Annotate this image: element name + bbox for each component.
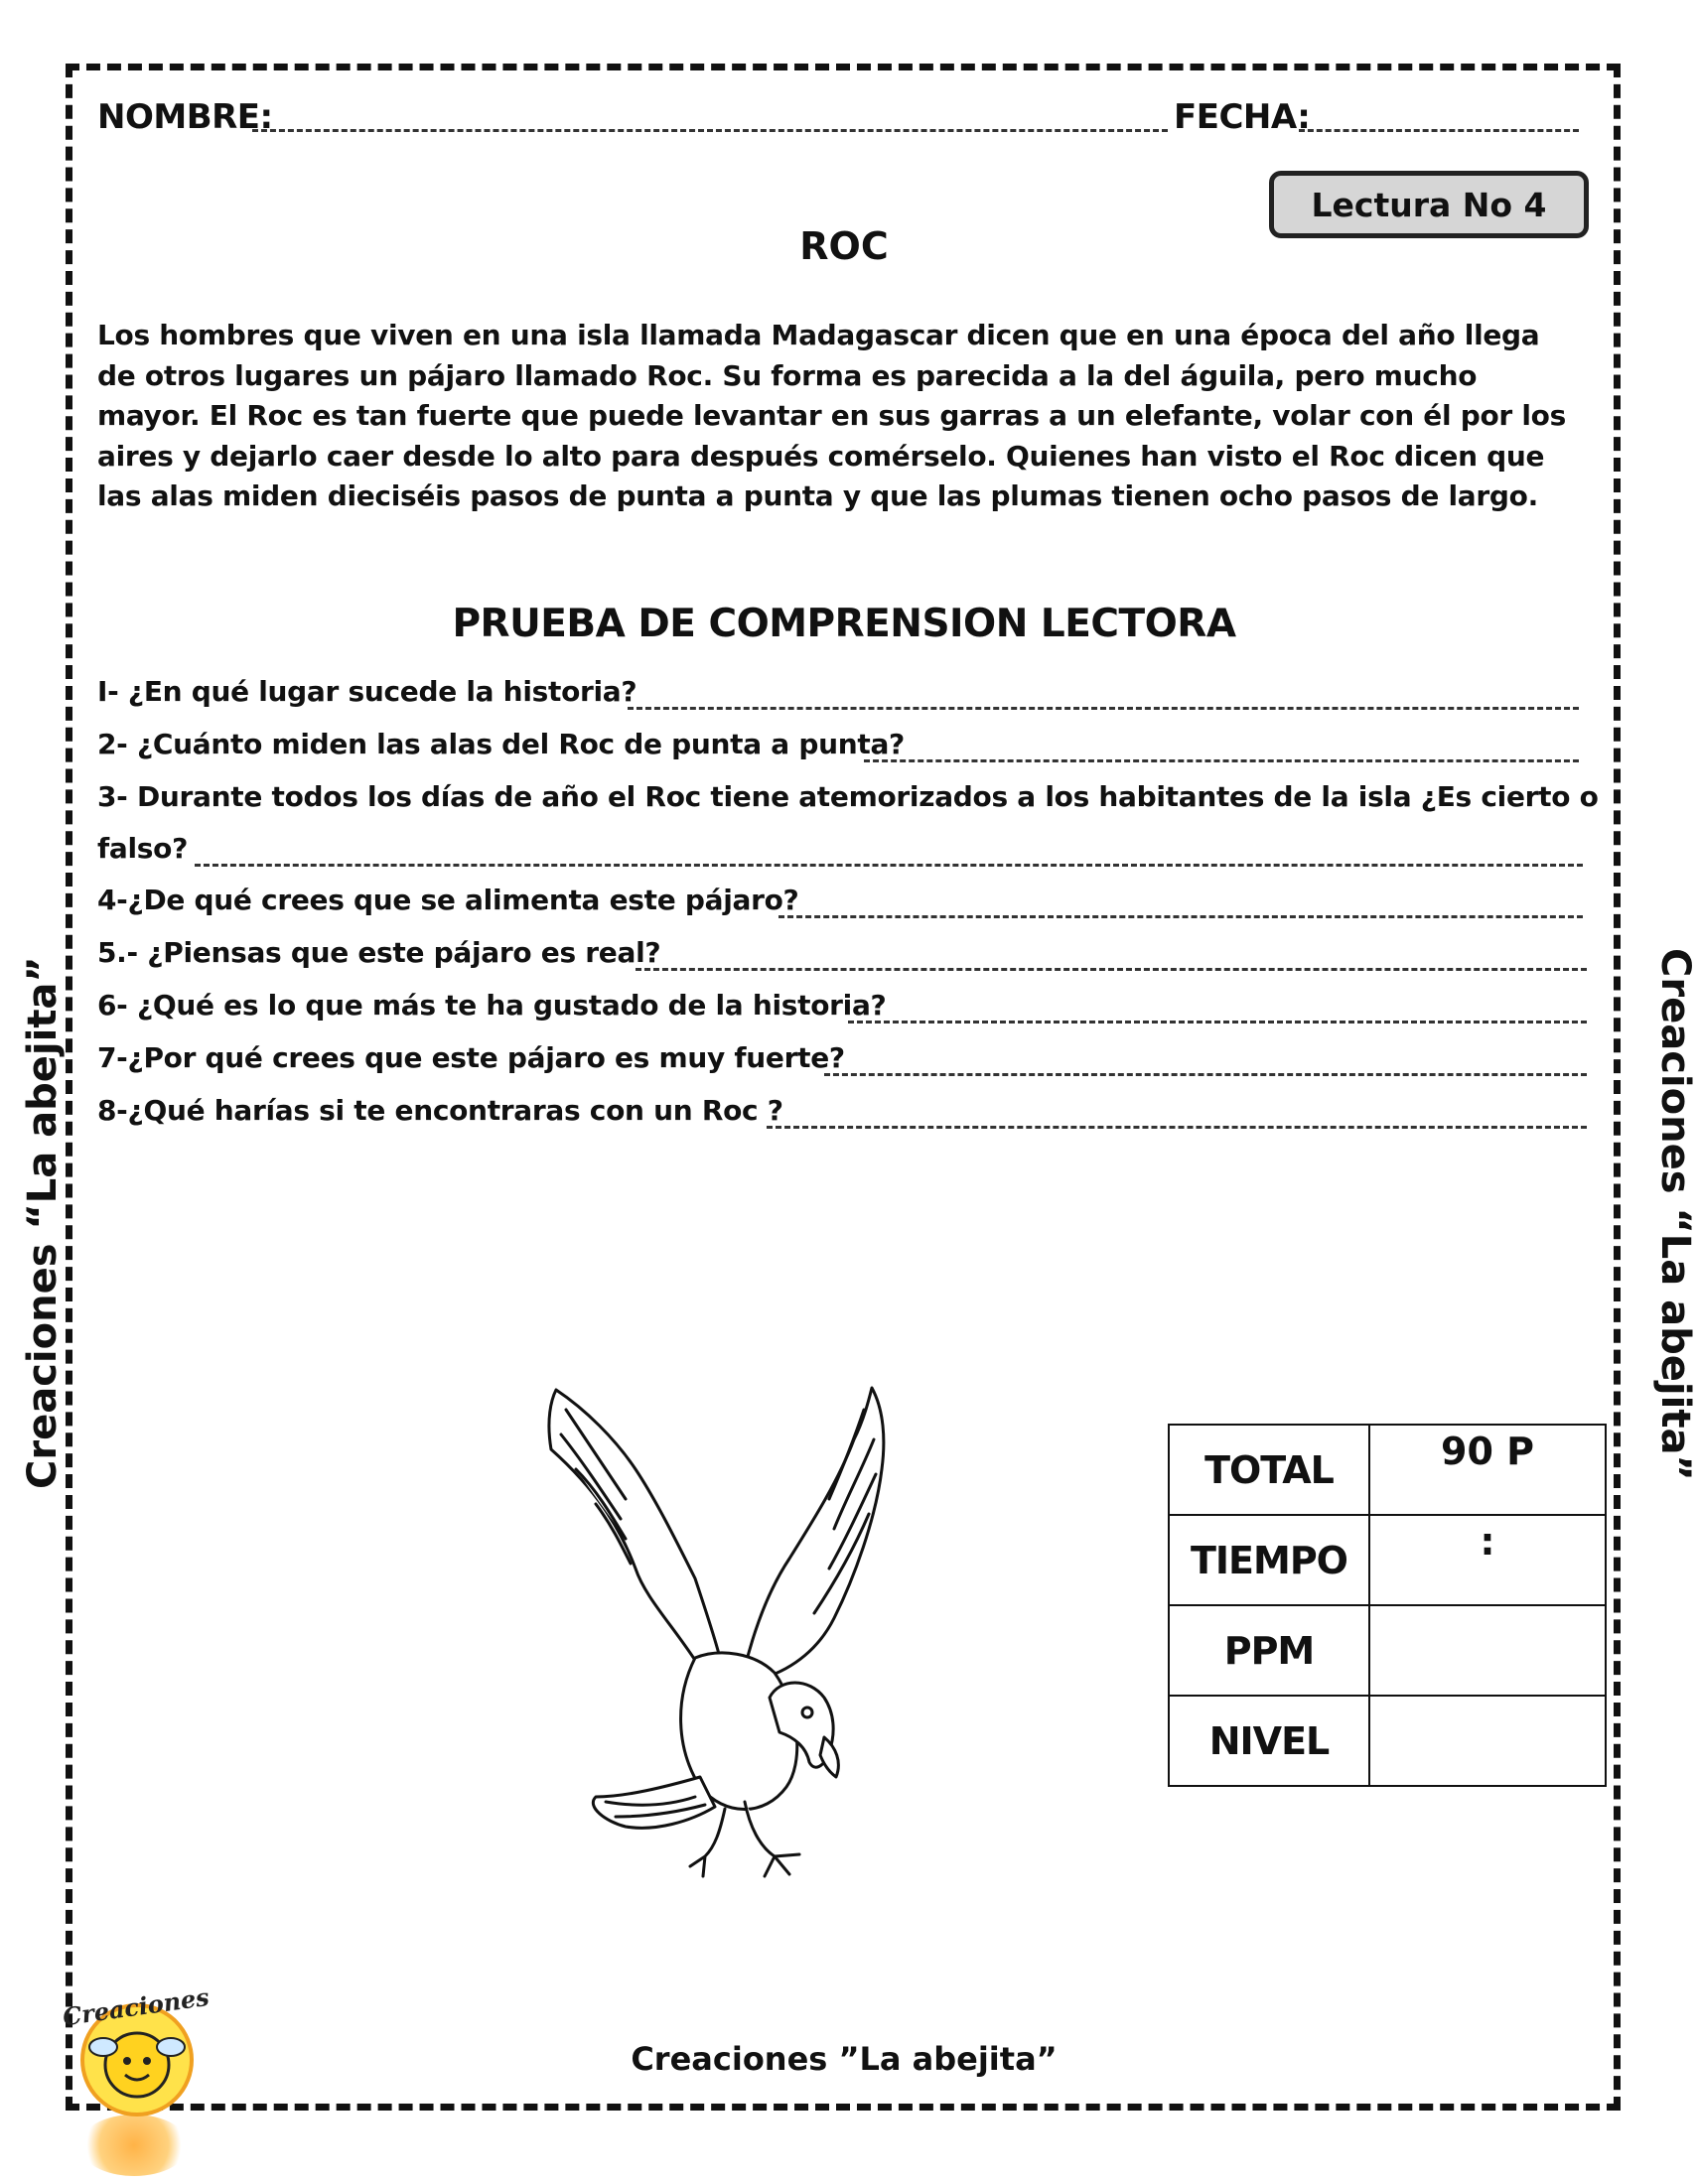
- score-value-total[interactable]: 90 P: [1369, 1425, 1606, 1515]
- answer-line-8[interactable]: [767, 1126, 1587, 1129]
- score-value-tiempo[interactable]: :: [1369, 1515, 1606, 1605]
- score-value-nivel[interactable]: [1369, 1696, 1606, 1786]
- lectura-badge: Lectura No 4: [1269, 171, 1589, 238]
- answer-line-1[interactable]: [628, 707, 1579, 710]
- question-6: 6- ¿Qué es lo que más te ha gustado de la historia?: [97, 989, 887, 1022]
- logo-glow: [79, 2115, 189, 2176]
- score-label-tiempo: TIEMPO: [1169, 1515, 1369, 1605]
- score-label-nivel: NIVEL: [1169, 1696, 1369, 1786]
- question-5: 5.- ¿Piensas que este pájaro es real?: [97, 936, 661, 969]
- answer-line-7[interactable]: [824, 1073, 1587, 1076]
- answer-line-4[interactable]: [778, 915, 1583, 918]
- eagle-illustration: [526, 1380, 923, 1906]
- question-1: I- ¿En qué lugar sucede la historia?: [97, 675, 637, 708]
- story-paragraph: Los hombres que viven en una isla llamada Madagascar dicen que en una época del año llega de otros lugares un pájaro llamado Roc. Su forma es parecida a la del águila, pero mucho mayor. El Roc es tan fuerte que puede levantar en sus garras a un elefante, volar con él por los aires y dejarlo caer desde lo alto para después comérselo. Quienes han visto el Roc dicen que las alas miden dieciséis pasos de punta a punta y que las plumas tienen ocho pasos de largo.: [97, 319, 1566, 512]
- question-8: 8-¿Qué harías si te encontraras con un Roc ?: [97, 1094, 783, 1127]
- question-3: 3- Durante todos los días de año el Roc tiene atemorizados a los habitantes de la isla ¿Es cierto o: [97, 780, 1599, 813]
- question-7: 7-¿Por qué crees que este pájaro es muy fuerte?: [97, 1041, 845, 1074]
- logo-text: Creaciones: [61, 1981, 212, 2032]
- side-brand-right: Creaciones “La abejita”: [1652, 948, 1698, 1481]
- date-label: FECHA:: [1174, 97, 1311, 137]
- bee-logo: [58, 1981, 216, 2115]
- footer-brand: Creaciones ”La abejita”: [631, 2040, 1058, 2078]
- name-label: NOMBRE:: [97, 97, 273, 137]
- question-4: 4-¿De qué crees que se alimenta este pájaro?: [97, 884, 799, 916]
- side-brand-left: Creaciones “La abejita”: [20, 956, 66, 1489]
- date-line[interactable]: [1299, 129, 1579, 132]
- score-label-ppm: PPM: [1169, 1605, 1369, 1696]
- score-table: [1168, 1424, 1607, 1787]
- score-value-ppm[interactable]: [1369, 1605, 1606, 1696]
- question-2: 2- ¿Cuánto miden las alas del Roc de punta a punta?: [97, 728, 905, 760]
- score-row-nivel: [1169, 1696, 1606, 1786]
- score-label-total: TOTAL: [1169, 1425, 1369, 1515]
- score-row-tiempo: [1169, 1515, 1606, 1605]
- score-row-ppm: [1169, 1605, 1606, 1696]
- name-line[interactable]: [252, 129, 1168, 132]
- answer-line-2[interactable]: [864, 759, 1579, 762]
- score-row-total: [1169, 1425, 1606, 1515]
- story-title: ROC: [799, 224, 889, 268]
- answer-line-5[interactable]: [636, 968, 1587, 971]
- answer-line-6[interactable]: [848, 1021, 1587, 1024]
- answer-line-3[interactable]: [195, 864, 1583, 867]
- question-3-cont: falso?: [97, 832, 189, 865]
- test-title: PRUEBA DE COMPRENSION LECTORA: [452, 602, 1236, 646]
